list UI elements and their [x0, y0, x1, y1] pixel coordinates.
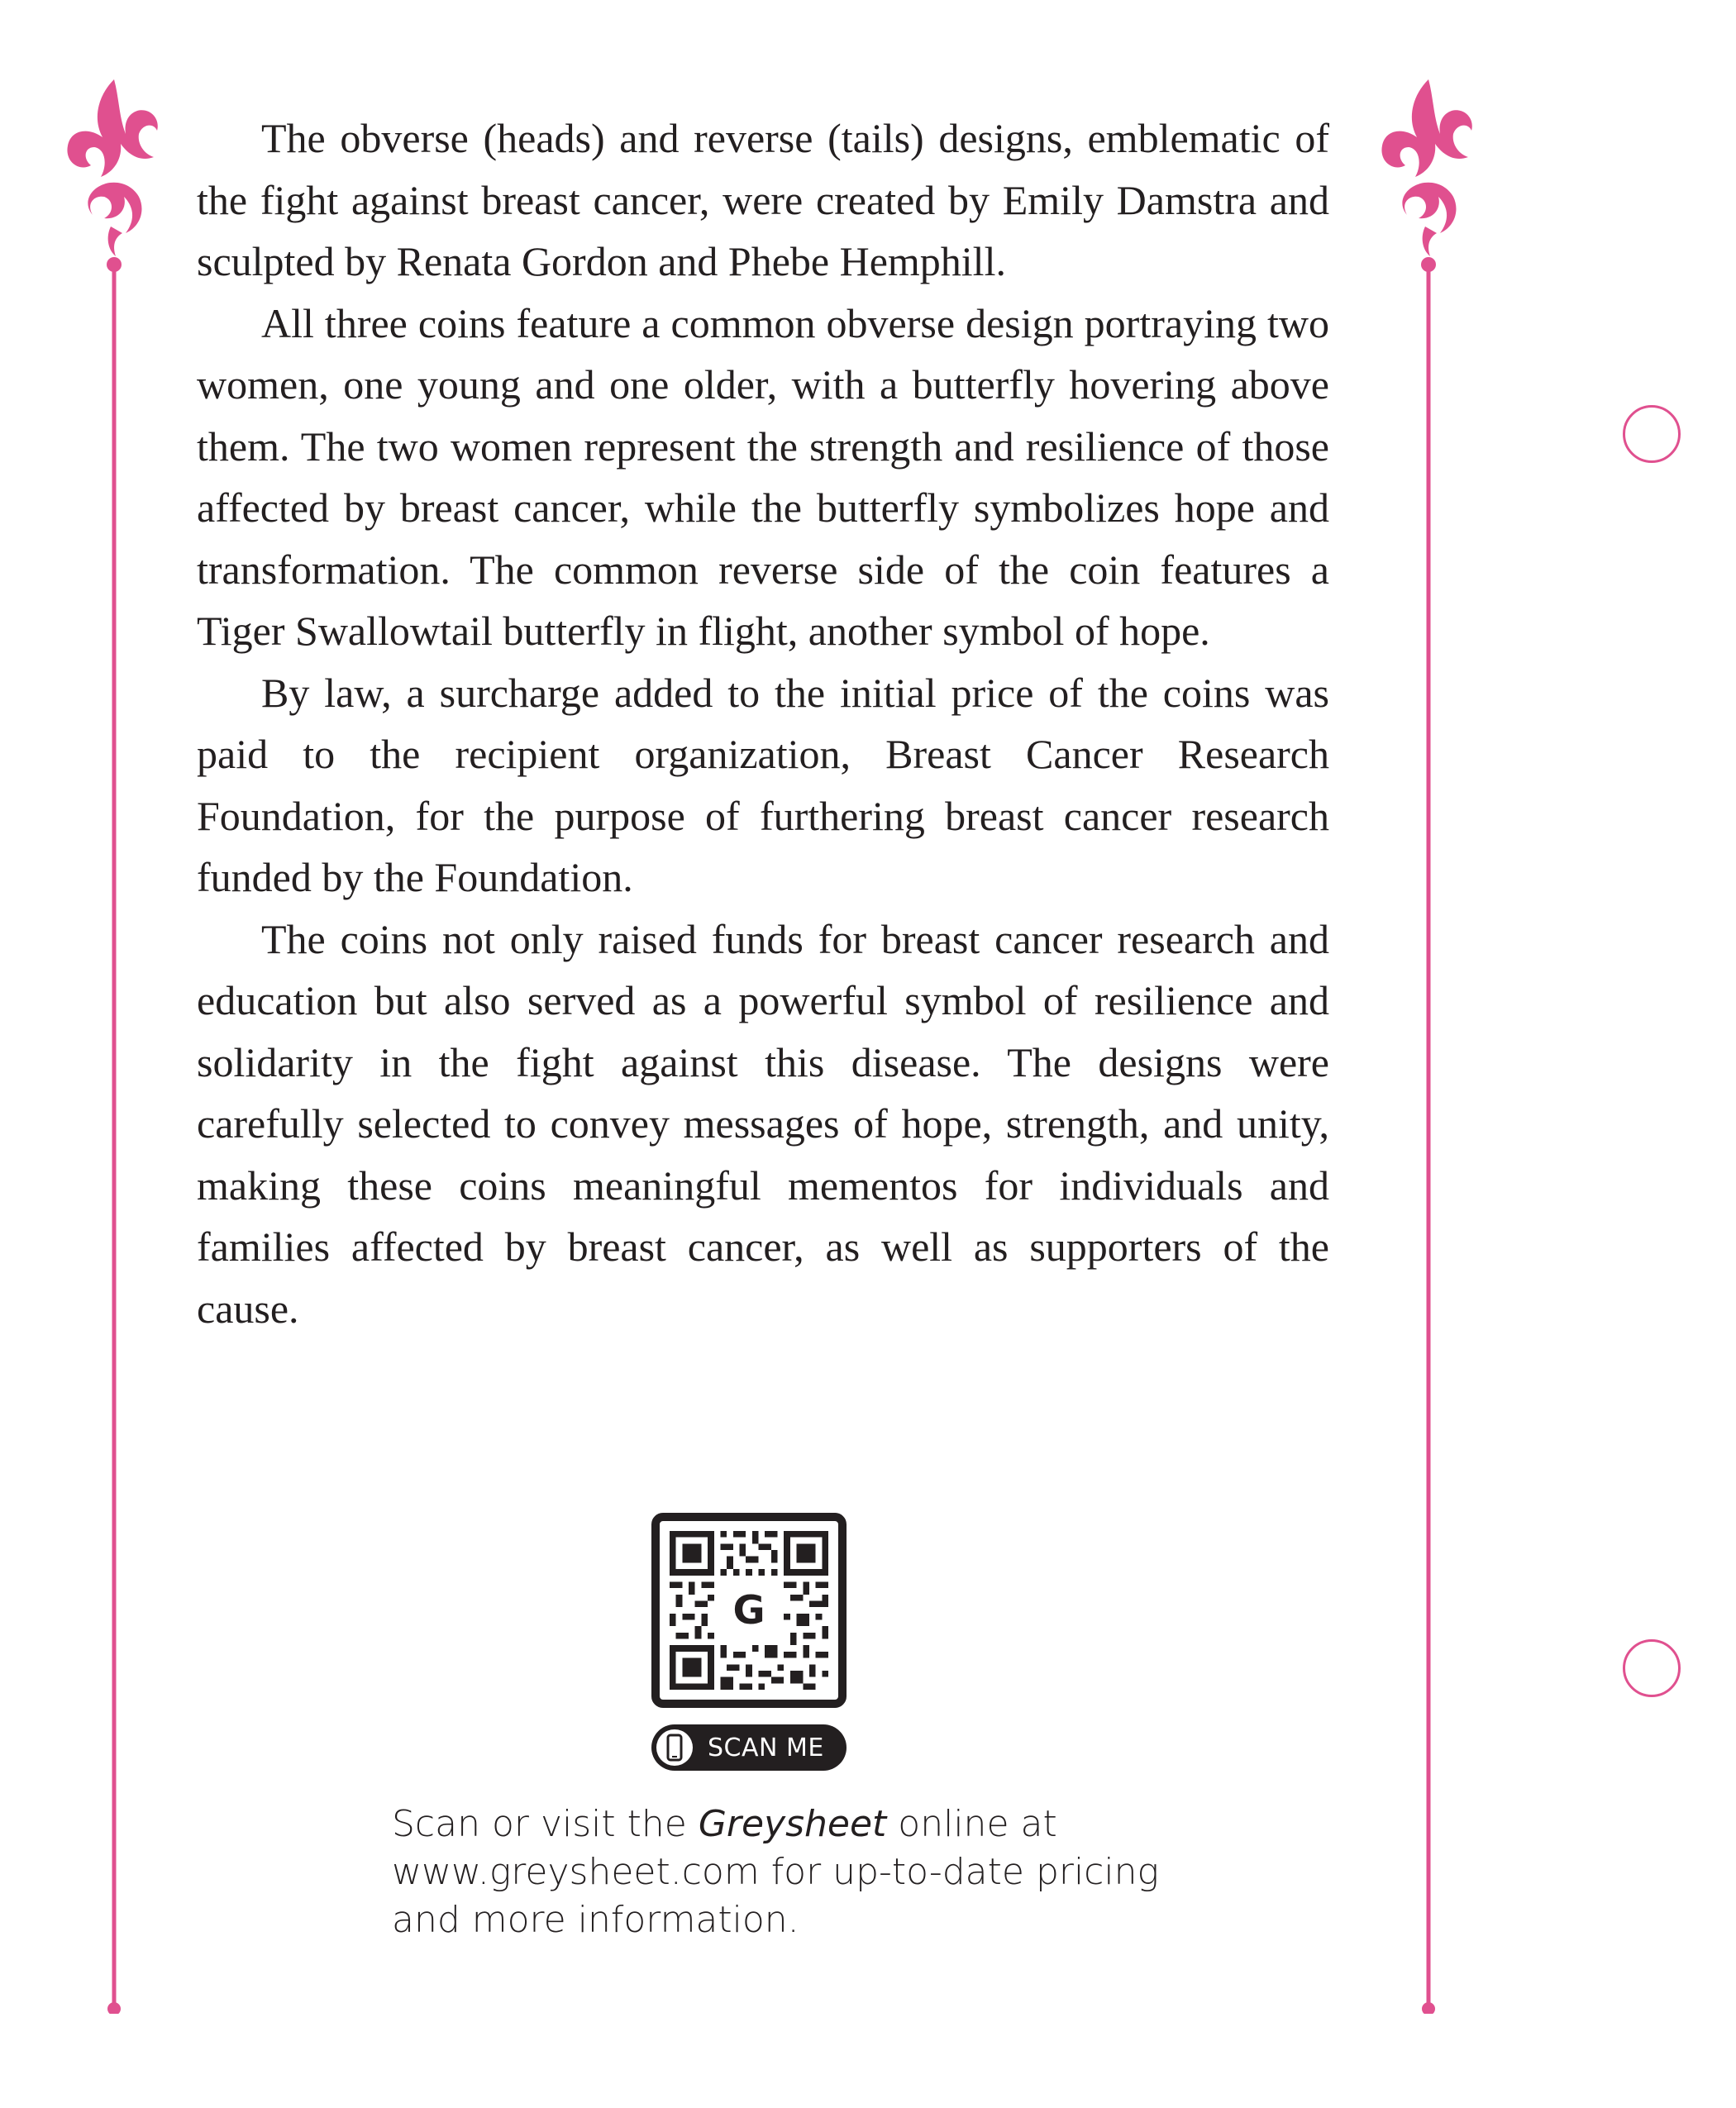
punch-hole-bottom: [1623, 1639, 1681, 1697]
footer-text-before: Scan or visit the: [392, 1803, 699, 1845]
paragraph-3: By law, a surcharge added to the initial price of the coins was paid to the recipient organization, Breast Cancer Research Foundation, for the purpose of furthering breast cancer research funded by the Foundation.: [197, 669, 1329, 900]
qr-code-icon: [670, 1531, 828, 1690]
footer-text-after: online at www.greysheet.com for up-to-date pricing and more information.: [392, 1803, 1159, 1941]
left-border-ornament: [64, 79, 164, 2014]
paragraph-4: The coins not only raised funds for breast cancer research and education but also served as a powerful symbol of resilience and solidarity in the fight against this disease. The designs were carefully selected to convey messages of hope, strength, and unity, making these coins meaningful mementos for individuals and families affected by breast cancer, as well as supporters of the cause.: [197, 915, 1329, 1332]
right-border-ornament: [1379, 79, 1478, 2014]
qr-center-letter: G: [732, 1588, 765, 1634]
punch-hole-top: [1623, 405, 1681, 463]
fleur-scroll-icon: [1379, 79, 1478, 2014]
phone-icon: [656, 1729, 693, 1766]
scan-me-badge: [651, 1724, 847, 1771]
footer-note: [392, 1800, 1169, 1944]
qr-code[interactable]: [651, 1513, 847, 1708]
body-text: [197, 107, 1329, 1339]
fleur-scroll-icon: [64, 79, 164, 2014]
scan-me-label: SCAN ME: [708, 1733, 824, 1762]
paragraph-1: The obverse (heads) and reverse (tails) designs, emblematic of the fight against breast cancer, were created by Emily Damstra and sculpted by Renata Gordon and Phebe Hemphill.: [197, 115, 1329, 284]
qr-code-block[interactable]: [651, 1513, 847, 1771]
footer-text-italic: Greysheet: [698, 1803, 887, 1845]
paragraph-2: All three coins feature a common obverse design portraying two women, one young and one older, with a butterfly hovering above them. The two women represent the strength and resilience of those affected by breast cancer, while the butterfly symbolizes hope and transformation. The common reverse side of the coin features a Tiger Swallowtail butterfly in flight, another symbol of hope.: [197, 299, 1329, 654]
